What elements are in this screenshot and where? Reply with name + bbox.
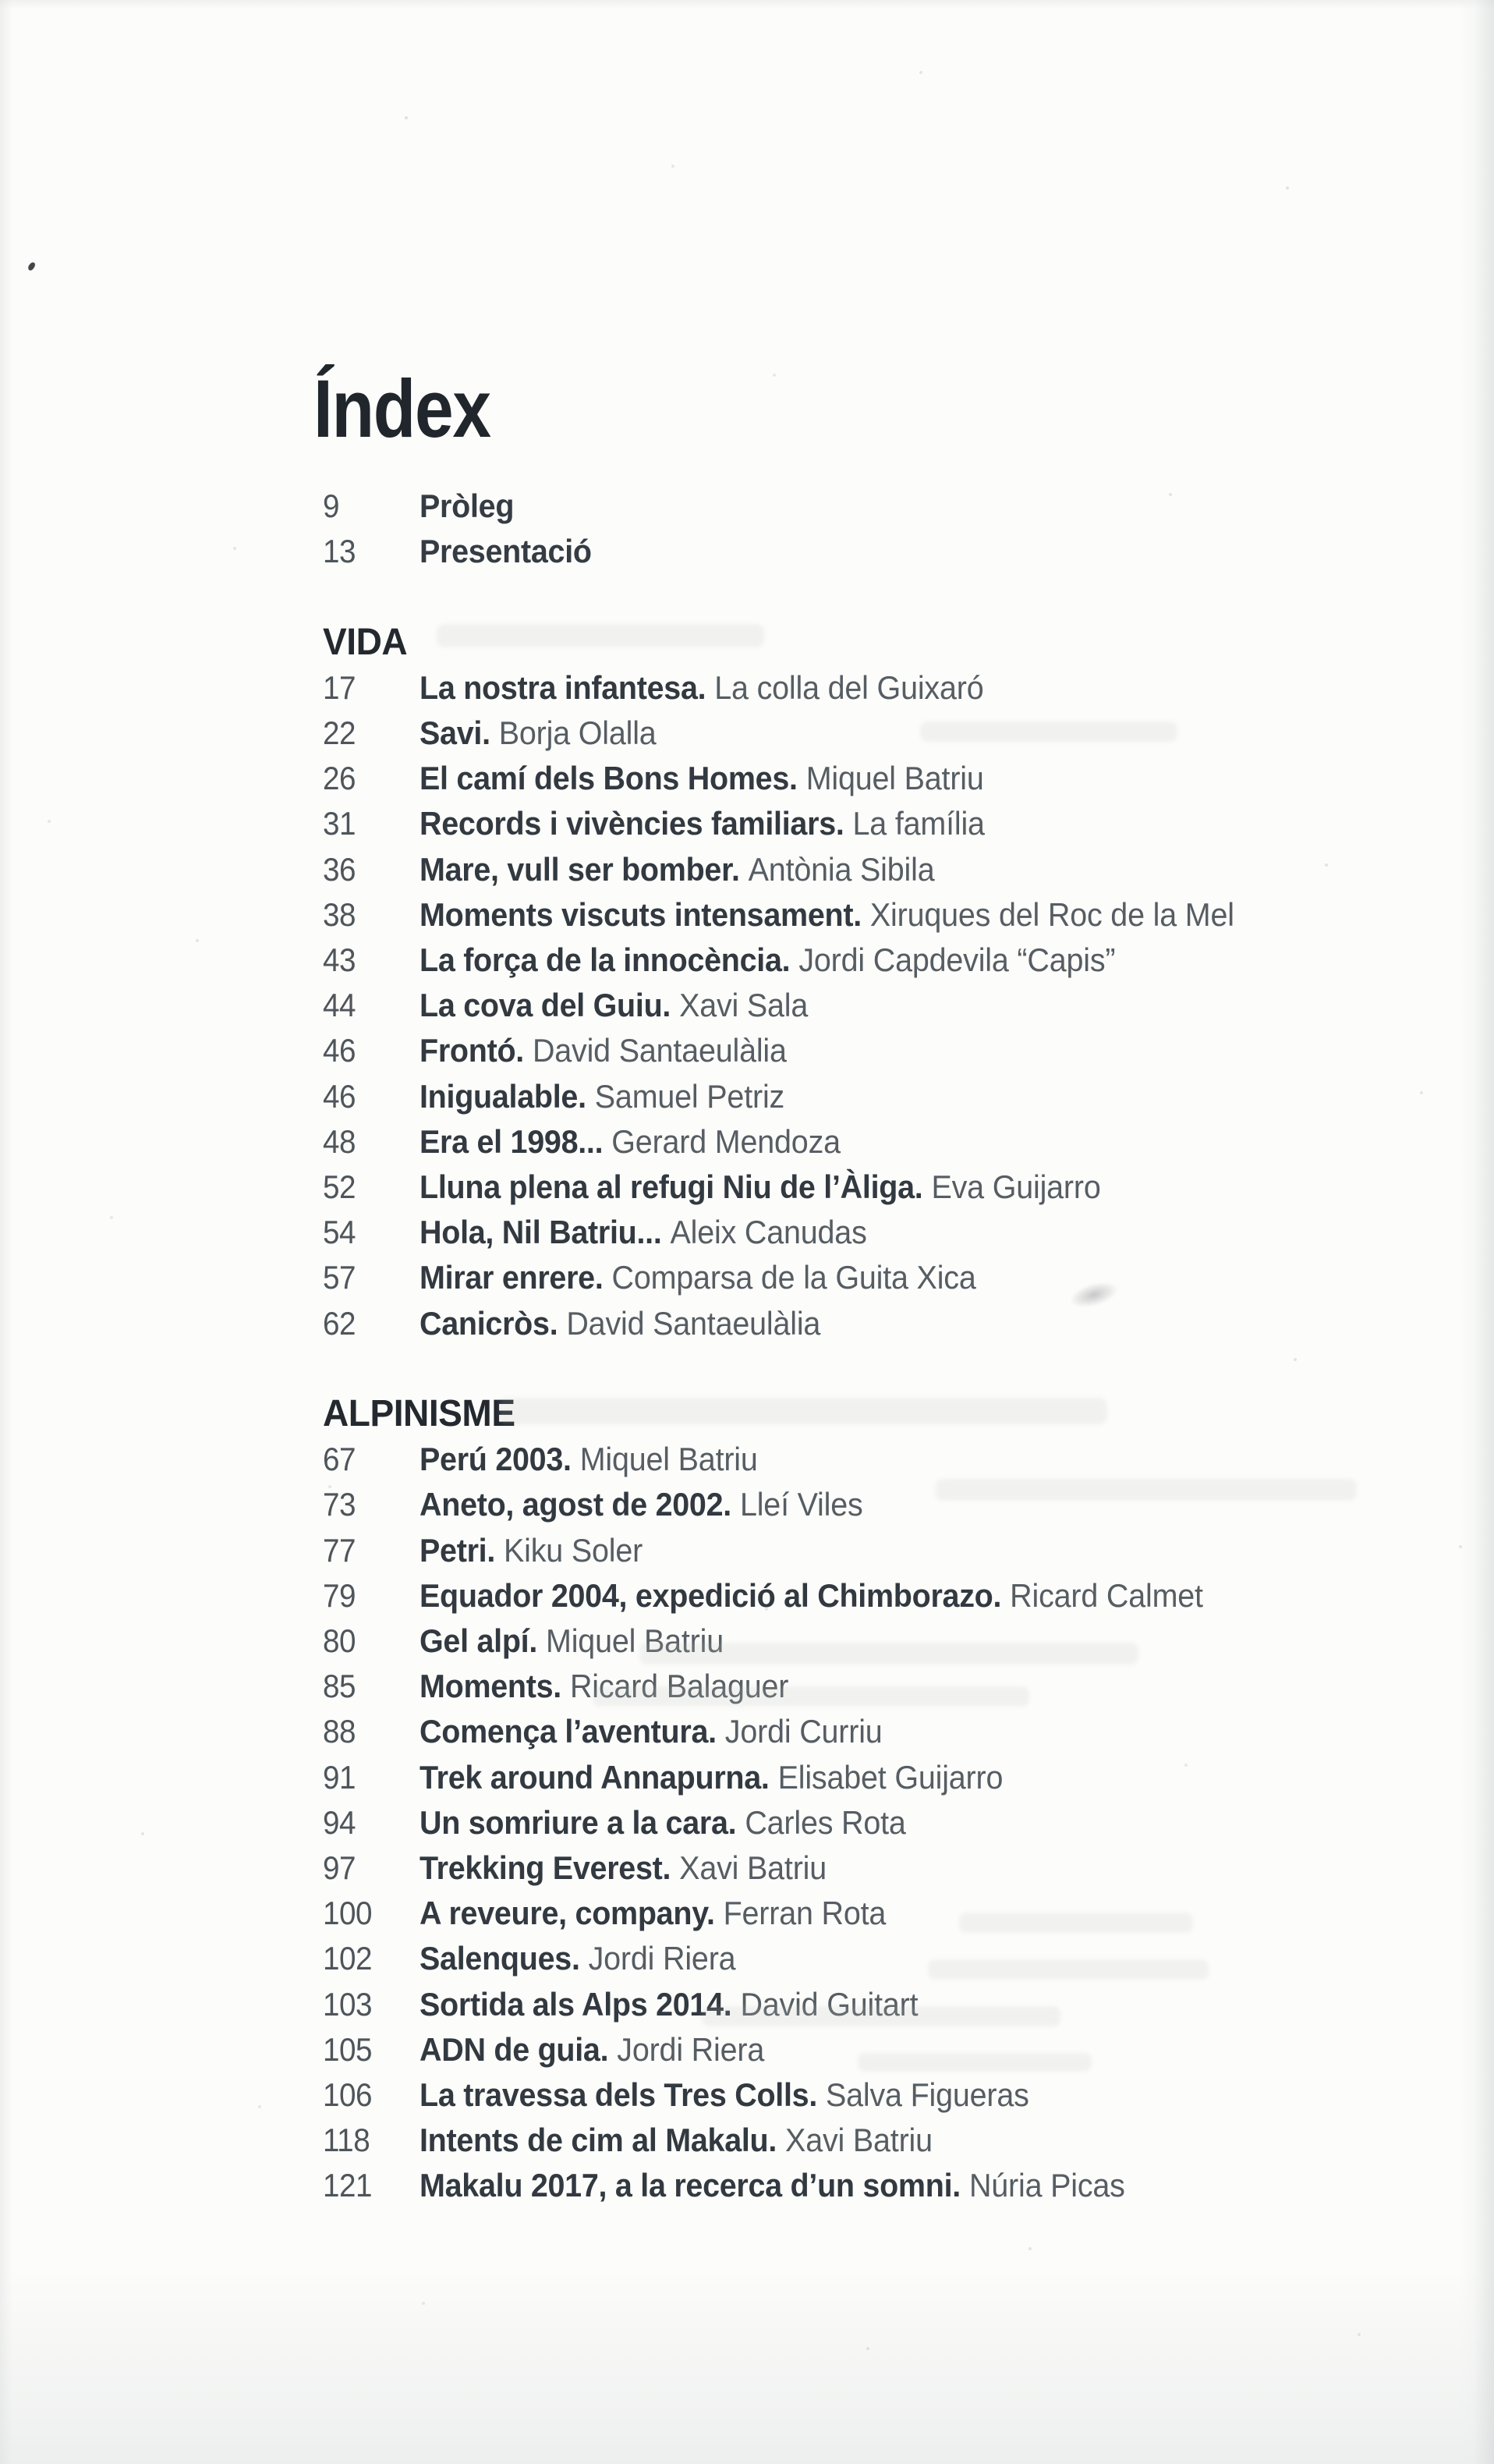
entry-text — [420, 1845, 827, 1891]
entry-text — [420, 665, 983, 711]
toc-entry — [323, 847, 1287, 892]
entry-text — [420, 756, 984, 801]
entry-title: La travessa dels Tres Colls. — [420, 2076, 818, 2114]
toc-entry — [323, 756, 1287, 801]
toc-entry — [323, 1301, 1287, 1346]
entry-text — [420, 1301, 820, 1346]
entry-page-number: 88 — [323, 1713, 356, 1750]
entry-author: La colla del Guixaró — [714, 668, 984, 706]
entry-page-number: 38 — [323, 895, 356, 933]
bleed-through-ghost — [702, 2006, 1060, 2026]
entry-title: Sortida als Alps 2014. — [420, 1985, 732, 2023]
page-title: Índex — [313, 363, 490, 455]
bleed-through-ghost — [639, 1643, 1138, 1665]
entry-title: Savi. — [420, 714, 490, 751]
entry-page-number: 17 — [323, 668, 356, 706]
entry-page-number: 105 — [323, 2030, 373, 2068]
entry-text — [420, 1210, 867, 1255]
entry-author: Xavi Batriu — [679, 1849, 827, 1887]
entry-text — [420, 1119, 841, 1165]
entry-page-number: 46 — [323, 1077, 356, 1115]
toc-entry — [323, 1755, 1287, 1800]
entry-text — [420, 983, 808, 1028]
entry-page-number: 97 — [323, 1849, 356, 1887]
entry-text — [420, 2072, 1029, 2118]
entry-page-number: 54 — [323, 1214, 356, 1251]
entry-text — [420, 1936, 735, 1981]
entry-text — [420, 1074, 784, 1119]
entry-page-number: 46 — [323, 1032, 356, 1069]
entry-text — [420, 1573, 1203, 1618]
entry-author: Comparsa de la Guita Xica — [611, 1259, 976, 1296]
entry-author: Jordi Curriu — [724, 1713, 883, 1750]
entry-author: David Santaeulàlia — [566, 1304, 821, 1342]
entry-page-number: 36 — [323, 850, 356, 888]
ink-speck-artifact — [27, 261, 36, 271]
entry-author: Ricard Balaguer — [569, 1668, 789, 1705]
entry-title: Petri. — [420, 1531, 496, 1569]
entry-page-number: 22 — [323, 714, 356, 751]
entry-page-number: 48 — [323, 1122, 356, 1160]
entry-author: Kiku Soler — [504, 1531, 643, 1569]
toc-entry — [323, 2027, 1287, 2072]
entry-title: Mare, vull ser bomber. — [420, 850, 740, 888]
entry-text — [420, 938, 1115, 983]
bleed-through-ghost — [499, 1398, 1107, 1424]
entry-title: Moments. — [420, 1668, 562, 1705]
entry-title: Pròleg — [420, 487, 515, 524]
entry-title: Hola, Nil Batriu... — [420, 1214, 662, 1251]
toc-section — [323, 1392, 1287, 2209]
entry-author: Eva Guijarro — [931, 1168, 1101, 1206]
toc-entry — [323, 1074, 1287, 1119]
entry-author: Gerard Mendoza — [611, 1122, 841, 1160]
front-matter-list — [323, 484, 1287, 574]
entry-text — [420, 1709, 883, 1754]
entry-author: Miquel Batriu — [579, 1441, 758, 1478]
entry-page-number: 100 — [323, 1895, 373, 1932]
entry-page-number: 9 — [323, 487, 340, 524]
toc-entry — [323, 1210, 1287, 1255]
entry-page-number: 91 — [323, 1758, 356, 1796]
entry-page-number: 79 — [323, 1576, 356, 1614]
entry-author: David Guitart — [740, 1985, 919, 2023]
entry-title: El camí dels Bons Homes. — [420, 760, 798, 797]
entry-page-number: 106 — [323, 2076, 373, 2114]
entry-title: Lluna plena al refugi Niu de l’Àliga. — [420, 1168, 923, 1206]
entry-page-number: 26 — [323, 760, 356, 797]
toc-entry — [323, 2118, 1287, 2163]
entry-page-number: 77 — [323, 1531, 356, 1569]
entry-author: Borja Olalla — [498, 714, 657, 751]
toc-entry — [323, 1165, 1287, 1210]
toc-entry — [323, 1573, 1287, 1618]
entry-author: Xiruques del Roc de la Mel — [869, 895, 1234, 933]
toc-entry — [323, 529, 1287, 574]
entry-text — [420, 1028, 787, 1073]
entry-text — [420, 1255, 976, 1300]
section-heading: ALPINISME — [323, 1393, 515, 1435]
toc-entry — [323, 1437, 1287, 1482]
entry-author: Ferran Rota — [723, 1895, 887, 1932]
entry-title: Moments viscuts intensament. — [420, 895, 862, 933]
entry-page-number: 44 — [323, 987, 356, 1024]
entry-text — [420, 1755, 1003, 1800]
entry-title: Presentació — [420, 533, 592, 570]
entry-title: Aneto, agost de 2002. — [420, 1486, 731, 1523]
entry-title: La força de la innocència. — [420, 941, 791, 979]
paper-speckles — [0, 0, 2, 2]
entry-author: La família — [852, 805, 985, 842]
entry-author: Ricard Calmet — [1010, 1576, 1203, 1614]
entry-page-number: 73 — [323, 1486, 356, 1523]
bleed-through-ghost — [936, 1479, 1357, 1501]
toc-entry — [323, 1119, 1287, 1165]
entry-title: La cova del Guiu. — [420, 987, 671, 1024]
toc-entry — [323, 1028, 1287, 1073]
section-entries — [323, 1437, 1287, 2208]
entry-page-number: 118 — [323, 2122, 370, 2159]
entry-page-number: 94 — [323, 1803, 356, 1841]
toc-entry — [323, 2163, 1287, 2208]
entry-title: Intents de cim al Makalu. — [420, 2122, 777, 2159]
entry-text — [420, 484, 514, 529]
bleed-through-ghost — [920, 721, 1177, 742]
entry-author: Miquel Batriu — [546, 1622, 724, 1660]
entry-title: Un somriure a la cara. — [420, 1803, 737, 1841]
entry-author: Lleí Viles — [739, 1486, 863, 1523]
entry-title: Inigualable. — [420, 1077, 586, 1115]
bleed-through-ghost — [858, 2053, 1092, 2072]
entry-title: Salenques. — [420, 1940, 580, 1977]
entry-title: Trekking Everest. — [420, 1849, 671, 1887]
entry-text — [420, 1482, 863, 1527]
toc-entry — [323, 1845, 1287, 1891]
entry-page-number: 121 — [323, 2167, 373, 2204]
toc-entry — [323, 938, 1287, 983]
entry-author: Núria Picas — [968, 2167, 1125, 2204]
section-heading: VIDA — [323, 621, 408, 663]
entry-text — [420, 1165, 1101, 1210]
toc-entry — [323, 983, 1287, 1028]
entry-page-number: 103 — [323, 1985, 373, 2023]
entry-text — [420, 529, 592, 574]
toc-entry — [323, 1528, 1287, 1573]
entry-title: Gel alpí. — [420, 1622, 538, 1660]
section-entries — [323, 665, 1287, 1346]
entry-title: A reveure, company. — [420, 1895, 715, 1932]
entry-text — [420, 801, 985, 846]
entry-author: Antònia Sibila — [748, 850, 935, 888]
entry-title: La nostra infantesa. — [420, 668, 706, 706]
entry-title: Perú 2003. — [420, 1441, 572, 1478]
toc-entry — [323, 1709, 1287, 1754]
entry-author: David Santaeulàlia — [532, 1032, 787, 1069]
toc-entry — [323, 484, 1287, 529]
toc-entry — [323, 1800, 1287, 1845]
entry-author: Jordi Riera — [588, 1940, 736, 1977]
entry-title: Trek around Annapurna. — [420, 1758, 770, 1796]
bleed-through-ghost — [928, 1959, 1209, 1980]
entry-page-number: 62 — [323, 1304, 356, 1342]
entry-title: Era el 1998... — [420, 1122, 604, 1160]
entry-author: Carles Rota — [745, 1803, 906, 1841]
entry-title: Equador 2004, expedició al Chimborazo. — [420, 1576, 1002, 1614]
entry-title: Comença l’aventura. — [420, 1713, 717, 1750]
entry-title: Mirar enrere. — [420, 1259, 604, 1296]
toc-entry — [323, 2072, 1287, 2118]
toc-entry — [323, 801, 1287, 846]
entry-author: Miquel Batriu — [805, 760, 984, 797]
entry-text — [420, 1800, 906, 1845]
entry-author: Xavi Batriu — [785, 2122, 933, 2159]
toc-entry — [323, 892, 1287, 938]
entry-text — [420, 892, 1234, 938]
entry-author: Jordi Capdevila “Capis” — [798, 941, 1116, 979]
toc-entry — [323, 665, 1287, 711]
entry-author: Samuel Petriz — [594, 1077, 785, 1115]
entry-page-number: 80 — [323, 1622, 356, 1660]
entry-text — [420, 711, 657, 756]
entry-page-number: 52 — [323, 1168, 356, 1206]
entry-page-number: 102 — [323, 1940, 373, 1977]
bleed-through-ghost — [437, 624, 764, 647]
entry-page-number: 43 — [323, 941, 356, 979]
table-of-contents — [323, 484, 1287, 2209]
entry-page-number: 31 — [323, 805, 356, 842]
entry-text — [420, 1437, 758, 1482]
entry-page-number: 57 — [323, 1259, 356, 1296]
entry-text — [420, 2027, 764, 2072]
entry-title: Makalu 2017, a la recerca d’un somni. — [420, 2167, 961, 2204]
entry-page-number: 13 — [323, 533, 356, 570]
entry-author: Elisabet Guijarro — [777, 1758, 1004, 1796]
bleed-through-ghost — [593, 1686, 1029, 1707]
entry-title: Canicròs. — [420, 1304, 558, 1342]
entry-title: ADN de guia. — [420, 2030, 609, 2068]
bleed-through-ghost — [959, 1913, 1193, 1933]
entry-author: Salva Figueras — [825, 2076, 1029, 2114]
entry-text — [420, 1891, 886, 1936]
entry-title: Frontó. — [420, 1032, 524, 1069]
entry-author: Xavi Sala — [679, 987, 809, 1024]
entry-title: Records i vivències familiars. — [420, 805, 844, 842]
entry-author: Jordi Riera — [617, 2030, 765, 2068]
toc-entry — [323, 1255, 1287, 1300]
entry-page-number: 85 — [323, 1668, 356, 1705]
entry-text — [420, 847, 934, 892]
entry-text — [420, 2118, 933, 2163]
entry-page-number: 67 — [323, 1441, 356, 1478]
entry-author: Aleix Canudas — [670, 1214, 867, 1251]
entry-text — [420, 1528, 643, 1573]
entry-text — [420, 2163, 1125, 2208]
